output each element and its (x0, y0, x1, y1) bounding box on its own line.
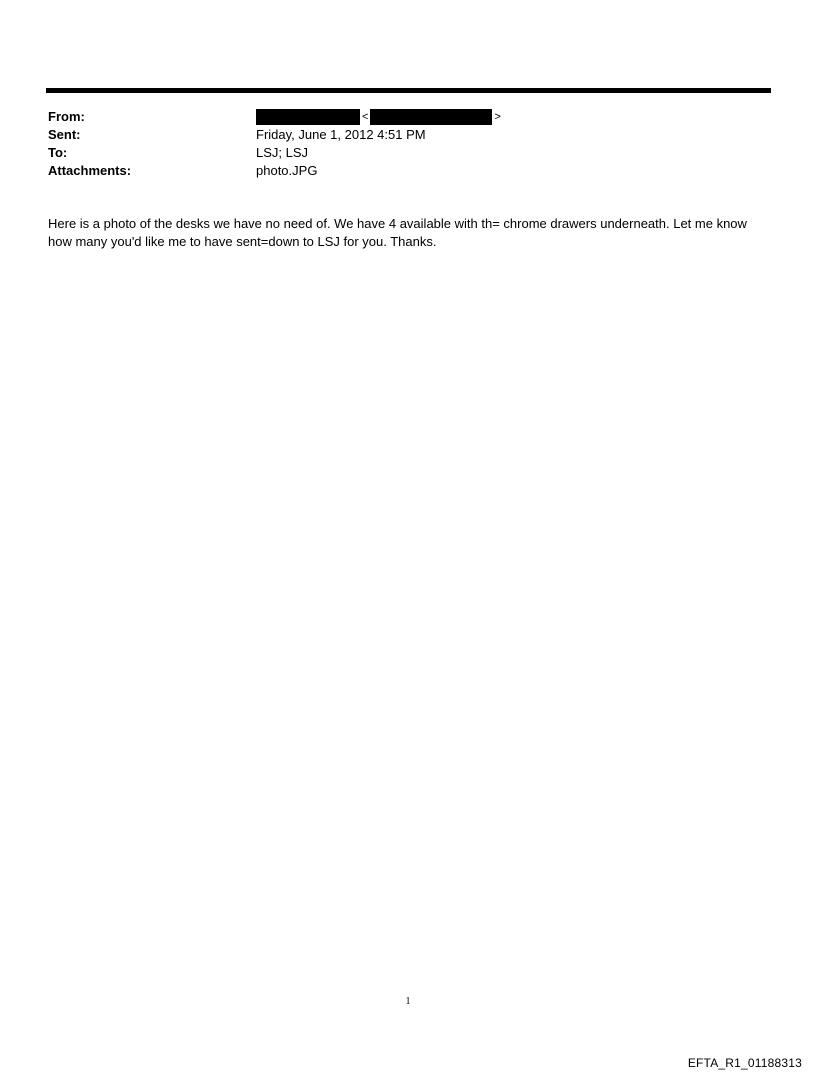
email-body: Here is a photo of the desks we have no need of. We have 4 available with th= chrome drawers underneath. Let me know how many you'd like me to have sent=down to LSJ for you. Thanks. (48, 216, 747, 249)
from-value (256, 109, 503, 125)
from-open-bracket: < (362, 111, 369, 123)
redacted-sender-name (256, 109, 360, 125)
to-value: LSJ; LSJ (256, 145, 309, 160)
bates-number: EFTA_R1_01188313 (687, 1056, 802, 1070)
from-close-bracket: > (494, 111, 501, 123)
page-number: 1 (405, 996, 411, 1007)
sent-row (48, 126, 748, 144)
to-label: To: (48, 145, 68, 160)
to-row (48, 144, 748, 162)
from-label: From: (48, 109, 85, 124)
attachments-label: Attachments: (48, 163, 132, 178)
email-header (48, 108, 748, 180)
attachments-row (48, 162, 748, 180)
from-row (48, 108, 748, 126)
header-divider (46, 88, 771, 93)
sent-value: Friday, June 1, 2012 4:51 PM (256, 127, 426, 142)
sent-label: Sent: (48, 127, 81, 142)
attachment-filename: photo.JPG (256, 163, 318, 178)
redacted-sender-email (370, 109, 492, 125)
